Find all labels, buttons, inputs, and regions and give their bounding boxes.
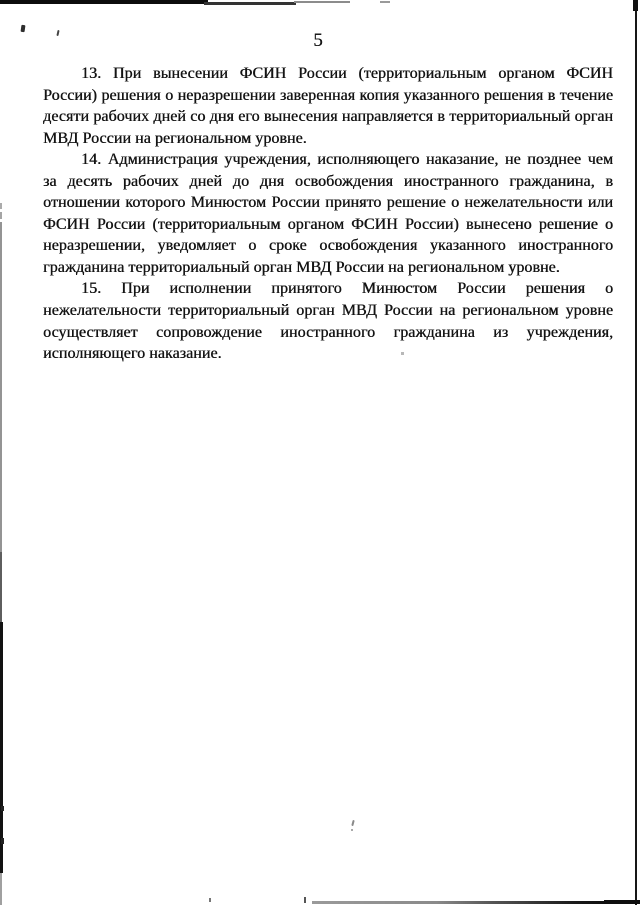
scan-edge-left	[0, 873, 2, 905]
scan-edge-right	[635, 0, 637, 905]
ink-speck	[351, 829, 353, 831]
scan-artifact-top-bar	[0, 0, 208, 4]
scan-artifact-top-bar-2	[204, 2, 296, 5]
scan-edge-left	[0, 222, 2, 552]
ink-speck	[1, 838, 4, 844]
paragraph-14: 14. Администрация учреждения, исполняющего наказание, не позднее чем за десять рабочих дней до дня освобождения иностранного гражданина, в отношении которого Минюстом России принято решение о нежелательности или ФСИН России (территориальным органом ФСИН России) вынесено решение о неразрешении, уведомляет о сроке освобождения указанного иностранного гражданина территориальный орган МВД России на региональном уровне.	[43, 151, 613, 276]
scan-edge-left-dash	[0, 212, 2, 219]
paragraph-13: 13. При вынесении ФСИН России (территориальным органом ФСИН России) решения о неразрешении заверенная копия указанного решения в течение десяти рабочих дней со дня его вынесения направляется в территориальный орган МВД России на региональном уровне.	[43, 65, 613, 147]
ink-speck	[351, 820, 354, 826]
scan-edge-left	[0, 552, 2, 622]
scan-edge-bottom-end	[604, 900, 640, 904]
scan-edge-left	[0, 622, 3, 873]
ink-speck	[209, 898, 211, 902]
scan-edge-right-head	[633, 0, 638, 11]
page-number: 5	[313, 30, 323, 51]
ink-speck	[1, 806, 4, 811]
scan-edge-bottom	[312, 901, 640, 904]
scan-artifact-top-dash	[380, 1, 390, 3]
ink-speck	[304, 897, 306, 903]
paragraph-15: 15. При исполнении принятого Минюстом России решения о нежелательности территориальный орган МВД России на региональном уровне осуществляет сопровождение иностранного гражданина из учреждения, исполняющего наказание.	[43, 280, 613, 363]
document-body	[43, 63, 613, 365]
scan-edge-left-dash	[0, 203, 2, 209]
scan-artifact-top-line	[294, 1, 350, 3]
